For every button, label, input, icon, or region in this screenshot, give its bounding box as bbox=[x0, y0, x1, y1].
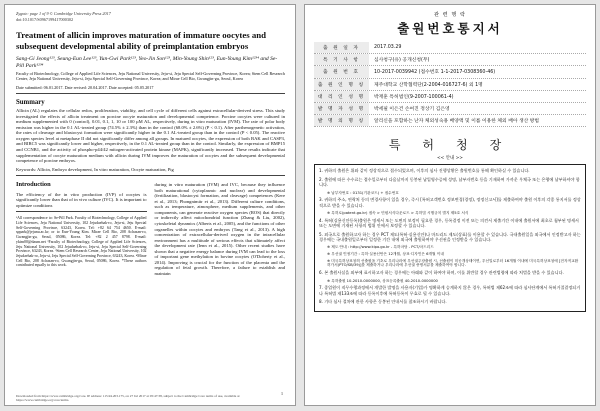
guidance-item: ※ 우선권 인정기간 : 특허·실용신안은 12개월, 상표·디자인은 6개월 이내 bbox=[327, 252, 444, 257]
application-info-table bbox=[314, 42, 586, 127]
guidance-item: 2. 출원에 따른 수수료는 접수일로부터 다음날까지 동봉된 납입영수증에 성명, 납부자번호 등을 기재하여 가까운 우체국 또는 은행에 납부하셔야 합니다. bbox=[319, 176, 580, 188]
footnote-divider bbox=[16, 211, 147, 212]
info-label: 발 명 자 성 명 bbox=[314, 103, 369, 114]
divider bbox=[16, 93, 285, 94]
info-value: 알리신을 포함하는 난자 체외성숙용 배양액 및 이를 이용한 체외 배아 생산 방법 bbox=[374, 119, 540, 125]
info-label: 발 명 의 명 칭 bbox=[314, 115, 369, 126]
guidance-item: 4. 특허(실용신안등록)출원은 명세서 또는 도면의 보정이 필요한 경우, 등록결정 이전 또는 의견서 제출기간 이내에 출원서에 최초로 첨부된 명세서 또는 도면에 기재된 사항의 범위 안에서 보정할 수 있습니다. bbox=[319, 217, 579, 229]
body-columns bbox=[16, 182, 285, 276]
guidance-item: 1. 귀하의 출원은 위와 같이 정상적으로 접수되었으며, 이후의 심사 진행상황은 출원번호를 통해 확인하실 수 있습니다. bbox=[319, 168, 530, 174]
info-row bbox=[314, 91, 586, 103]
info-row bbox=[314, 54, 586, 66]
info-value: 10-2017-0039942 (접수번호 1-1-2017-0308360-46) bbox=[374, 70, 496, 76]
guidance-item: ※ 특허출원 10-2010-0000000, 상표등록출원 40-2010-0000000 bbox=[327, 278, 438, 283]
info-label: 특 기 사 항 bbox=[314, 54, 369, 65]
summary-heading: Summary bbox=[16, 99, 45, 107]
correspondence-footnotes: ¹All correspondence to: Se-Pill Park. Faculty of Biotechnology, College of Applied Life Sciences, Jeju National University, 102 Jejudaehak-ro, Jeju-si, Jeju Special Self-Governing Province, 63243, Korea. Tel: +82 64 754 4650. E-mail: sppark@jejunu.ac.kr; or to Eun-Young Kim. Mirae Cell Bio, 208 Achasan-ro, Gwangjin-gu, Seoul, 05086, Korea. Tel: +82 2 457 8798. E-mail: ykim00@daum.net ²Faculty of Biotechnology, College of Applied Life Sciences, Jeju National University, 102 Jejudaehak-ro, Jeju-si, Jeju Special Self-Governing Province, 63243, Korea. ³Stem Cell Research Center, Jeju National University, 102 Jejudaehak-ro, Jeju-si, Jeju Special Self-Governing Province, 63243, Korea. ⁴Mirae Cell Bio, 208 Achasan-ro, Gwangjin-gu, Seoul, 05086, Korea. *These authors contributed equally to this work. bbox=[16, 216, 147, 268]
application-notice-page bbox=[304, 4, 596, 406]
notice-title: 출원번호통지서 bbox=[397, 21, 503, 36]
page-number: 1 bbox=[281, 391, 283, 396]
info-label: 출 원 일 자 bbox=[314, 42, 369, 53]
affiliations: Faculty of Biotechnology, College of Applied Life Sciences, Jeju National University, Jeju-si, Jeju Special Self-Governing Province, Korea; Stem Cell Research Center, Jeju National University, Jeju-si, Jeju Special Self-Governing Province, Korea; and Mirae Cell Bio, Gwangjin-gu, Seoul, Korea bbox=[16, 71, 285, 82]
download-notice: Downloaded from https://www.cambridge.org/core. IP address: 115.94.203.175, on 27 Jul 2017 at 05:47:38, subject to the Cambridge Core terms of use, available at https://www.cambridge.org/core/terms. bbox=[16, 394, 240, 402]
guidance-item: ※ 제도 안내 : http://www.kipo.go.kr - 특허마당 - PCT/마드리드 bbox=[327, 245, 434, 250]
submission-dates: Date submitted: 06.01.2017. Date revised: 20.04.2017. Date accepted: 05.05.2017 bbox=[16, 85, 154, 91]
journal-line: Zygote: page 1 of 9 © Cambridge University Press 2017 bbox=[16, 11, 111, 16]
info-row bbox=[314, 103, 586, 115]
info-row bbox=[314, 42, 586, 54]
info-value: 박재훈 특허법인(9-2007-100061-4) bbox=[374, 94, 454, 100]
divider bbox=[16, 175, 285, 176]
info-row bbox=[314, 66, 586, 78]
guidance-item: 6. 본 출원사실을 외부에 표시하고자 하는 경우에는 아래와 같이 하여야 하며, 이를 위반할 경우 관련법령에 따라 처벌을 받을 수 있습니다. bbox=[319, 270, 564, 276]
guidance-item: 3. 귀하의 주소, 연락처 등의 변경사항이 있을 경우, 즉시 [특허고객번호 정보변경(경정), 정정신고서]를 제출하여야 출원 이후의 각종 통지서를 정상적으로 받을 수 있습니다. bbox=[319, 197, 581, 208]
info-label: 출 원 번 호 bbox=[314, 66, 369, 77]
commissioner-title: 특허청장 bbox=[388, 138, 524, 153]
info-label: 대 리 인 성 명 bbox=[314, 91, 369, 102]
keywords: Keywords: Allicin, Embryo development, In vitro maturation, Oocyte maturation, Pig bbox=[16, 166, 174, 172]
introduction-heading: Introduction bbox=[16, 181, 51, 189]
guidance-item: ※ 특허로(patent.go.kr) 접속 > 민원서식다운로드 > 특허법 시행규칙 별지 제5호 서식 bbox=[327, 211, 469, 216]
info-row bbox=[314, 79, 586, 91]
guidance-item: ※ 미국특허상표청의 선출원을 기초로 우리나라에 우선권주장출원 시, 선출원이 미공개상태이면, 우선일로부터 16개월 이내에 미국특허상표청에 [전자적교환허가서(PTO/SB/39)]를 제출하거나 우리나라에 우선권 증명서류를 제출하여야 합니다. bbox=[327, 258, 579, 268]
info-label: 출 원 인 명 칭 bbox=[314, 79, 369, 90]
info-value: 심사청구(유) 공개신청(무) bbox=[374, 58, 430, 64]
guidance-box bbox=[314, 164, 586, 311]
info-value: 제주대학교 산학협력단(2-2004-016727-6) 외 1명 bbox=[374, 82, 483, 88]
article-first-page bbox=[4, 4, 296, 406]
journal-info bbox=[16, 11, 285, 22]
body-column-left bbox=[16, 182, 147, 276]
guidance-item: 8. 기타 심사 절차에 관한 사항은 동봉된 안내서를 참조하시기 바랍니다. bbox=[319, 299, 447, 305]
authors: Sang-Gi Jeong¹²³, Seung-Eun Lee¹²³, Yun-Gwi Park¹²³, Yeo-Jin Son¹²³, Min-Young Shin¹²³, Eun-Young Kim¹²³⁴ and Se-Pill Park¹²³⁴ bbox=[16, 56, 278, 69]
article-title: Treatment of allicin improves maturation of immature oocytes and subsequent developmental ability of preimplantation embryos bbox=[16, 30, 267, 51]
body-column-right bbox=[155, 182, 286, 276]
info-row bbox=[314, 115, 586, 127]
header-sub: 관 련 행 락 bbox=[434, 12, 466, 18]
notice-header bbox=[314, 11, 586, 37]
guidance-item: ※ 납부자번호 : 0131(기관코드) + 접수번호 bbox=[327, 190, 399, 195]
introduction-continued: during in vitro maturation (IVM) and IVC, because they influence both maturational (cytoplasmic and nuclear) and developmental (fertilization, blastocyst formation, and cleavage) competences (Kere et al., 2013; Phongnimitr et al., 2013). Different culture conditions, such as temperature, atmosphere, medium supplements, and other components, can generate reactive oxygen species (ROS) that directly or indirectly affect mitochondrial function (Zhang & Liu, 2002), cytoskeletal dynamics (Alberts et al., 2005), and the functions of other organelles within oocytes and embryos (Tang et al., 2013). A high concentration of extracellular-derived oxygen in the intracellular environment has a multitude of serious effects that ultimately affect the development rate (Ienn et al., 2015). Other recent studies have shown that a negative energy balance during IVM can lead to the loss of important gene methylation in bovine oocytes (O'Doherty et al., 2014). Improving is crucial for the function of the placenta and the regulation of fetal growth. Therefore, a failure to establish and maintain bbox=[154, 182, 285, 276]
info-value: 박세필 이은건 손여진 정상기 김은영 bbox=[374, 107, 450, 113]
summary-text: Allicin (AL) regulates the cellular redox, proliferation, viability, and cell cycle of different cells against extracellular-derived stress. This study investigated the effects of allicin treatment on porcine oocyte maturation and developmental competence. Porcine oocytes were cultured in medium supplemented with 0 (control), 0.01, 0.1, 1, 10 or 100 µM AL, respectively, during in vitro maturation (IVM). The rate of polar body emission was higher in the 0.1 AL-treated group (74.5% ± 2.3%) than in the control (68.0% ± 2.6%) (P < 0.1). After parthenogenetic activation, the rates of cleavage and blastocyst formation were significantly higher in the 0.1 AL-treated group than in the control (P < 0.05). The reactive oxygen species level at metaphase II did not significantly differ among all groups. In matured oocytes, the expression of both BAK and CASP3, and BIRC5 was significantly lower and higher, respectively, in the 0.1 AL-treated group than in the control. Similarly, the expression of BMP15 and CCNB1, and the activity of phospho-p44/42 mitogen-activated protein kinase (MAPK), significantly increased. These results indicate that supplementation of oocyte maturation medium with allicin during IVM improves the maturation of oocytes and the subsequent developmental competence of porcine embryos. bbox=[16, 108, 285, 164]
introduction-text: The efficiency of the in vitro production (IVP) of oocytes is significantly lower than that of in vivo culture (IVC). It is important to optimize conditions bbox=[16, 191, 147, 208]
guidance-item: 5. 외국으로 출원하고자 하는 경우 PCT 제도(특허·실용신안)나 마드리드 제도(상표)를 이용할 수 있습니다. 국내출원일을 외국에서 인정받고자 하는 경우에는 국내출원일로부터 일정한 기간 내에 외국에 출원하여야 우선권을 인정받을 수 있습니다. bbox=[319, 231, 581, 242]
guidance-label: << 안내 >> bbox=[437, 156, 463, 162]
guidance-item: 7. 종업원이 직무수행과정에서 개발한 발명을 사용자(기업)가 명확하게 승계하지 않은 경우, 특허법 제62조에 따라 심사단계에서 특허거절결정되거나 특허법 제133조에 따라 등록이후에 특허등록이 무효로 될 수 있습니다. bbox=[319, 285, 581, 296]
info-value: 2017.03.29 bbox=[374, 45, 402, 51]
doi: doi:10.1017/S0967199417000302 bbox=[16, 16, 74, 22]
